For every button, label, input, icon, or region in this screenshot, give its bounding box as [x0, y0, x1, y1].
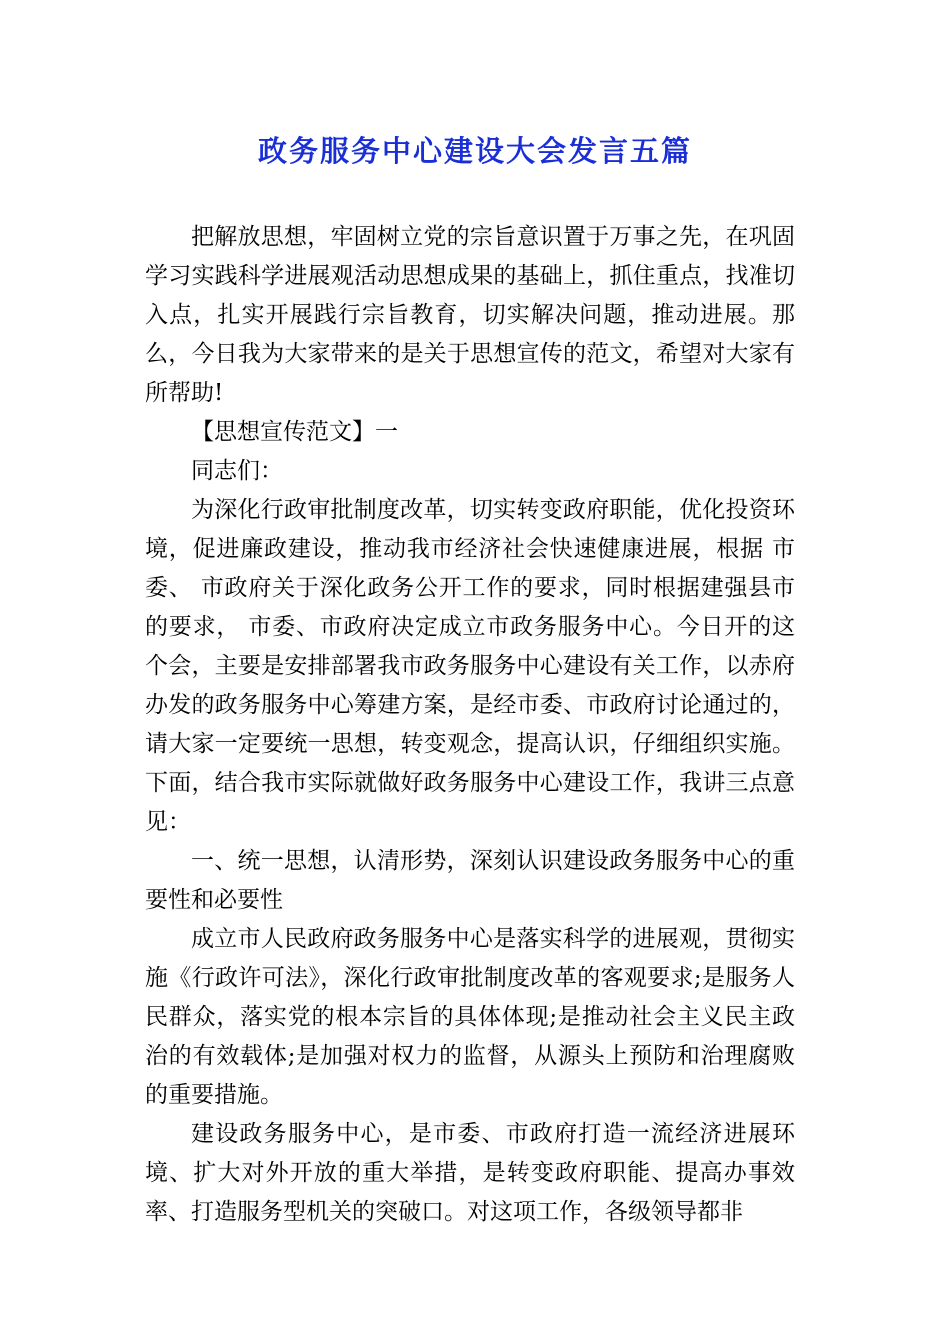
paragraph-opening: 为深化行政审批制度改革，切实转变政府职能，优化投资环境，促进廉政建设，推动我市经济社会快速健康进展，根据 市委、 市政府关于深化政务公开工作的要求，同时根据建强县市的要求， 市委、市政府决定成立市政务服务中心。今日开的这个会，主要是安排部署我市政务服务中心建设有关工作，以赤府办发的政务服务中心筹建方案，是经市委、市政府讨论通过的，请大家一定要统一思想，转变观念，提高认识，仔细组织实施。下面，结合我市实际就做好政务服务中心建设工作，我讲三点意见： — [145, 497, 795, 835]
paragraph-point-one-continued: 建设政务服务中心，是市委、市政府打造一流经济进展环境、扩大对外开放的重大举措，是转变政府职能、提高办事效率、打造服务型机关的突破口。对这项工作，各级领导都非 — [145, 1121, 795, 1225]
document-body — [145, 218, 795, 1232]
paragraph-salutation: 同志们： — [191, 458, 283, 484]
paragraph-point-one-heading: 一、统一思想，认清形势，深刻认识建设政务服务中心的重要性和必要性 — [145, 848, 795, 913]
paragraph-section-heading: 【思想宣传范文】一 — [191, 419, 398, 445]
paragraph-point-one-body: 成立市人民政府政务服务中心是落实科学的进展观，贯彻实施《行政许可法》，深化行政审批制度改革的客观要求;是服务人民群众，落实党的根本宗旨的具体体现;是推动社会主义民主政治的有效载体;是加强对权力的监督，从源头上预防和治理腐败的重要措施。 — [145, 926, 795, 1108]
paragraph-intro: 把解放思想，牢固树立党的宗旨意识置于万事之先，在巩固学习实践科学进展观活动思想成果的基础上，抓住重点，找准切入点，扎实开展践行宗旨教育，切实解决问题，推动进展。那么，今日我为大家带来的是关于思想宣传的范文，希望对大家有所帮助! — [145, 224, 795, 406]
document-title: 政务服务中心建设大会发言五篇 — [257, 134, 692, 168]
